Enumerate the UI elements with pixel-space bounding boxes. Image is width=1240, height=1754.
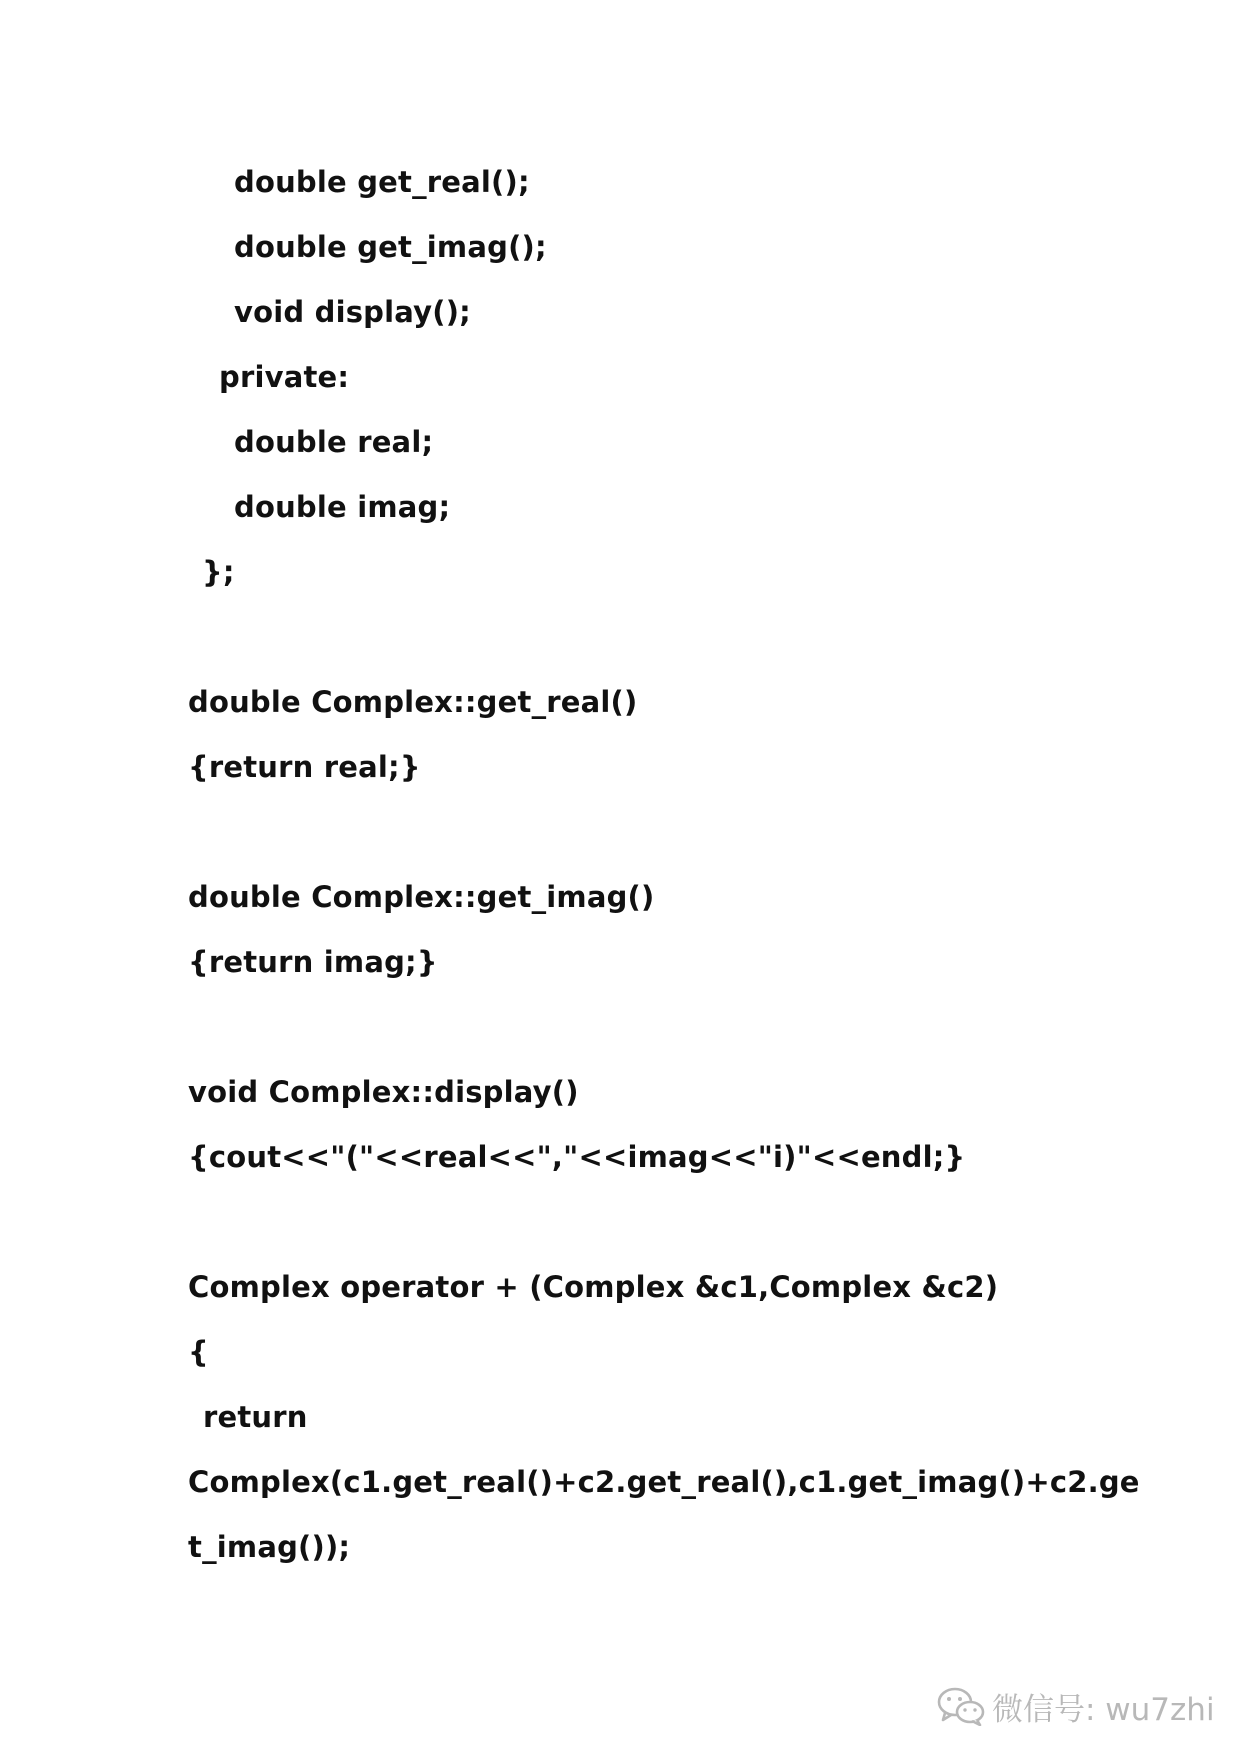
code-line: private:: [219, 360, 350, 394]
code-line: {return real;}: [188, 750, 421, 784]
code-line: {cout<<"("<<real<<","<<imag<<"i)"<<endl;}: [188, 1140, 966, 1174]
code-line: Complex operator + (Complex &c1,Complex &c2): [188, 1270, 999, 1304]
code-line: {return imag;}: [188, 945, 438, 979]
watermark: [936, 1686, 1215, 1726]
code-line: double Complex::get_imag(): [188, 880, 655, 914]
code-line: Complex(c1.get_real()+c2.get_real(),c1.get_imag()+c2.ge: [188, 1465, 1140, 1499]
code-line: double get_imag();: [234, 230, 547, 264]
code-line: };: [202, 555, 235, 589]
code-line: return: [203, 1400, 308, 1434]
watermark-text: 微信号: wu7zhi: [992, 1691, 1215, 1728]
code-line: {: [188, 1335, 209, 1369]
code-line: double get_real();: [234, 165, 530, 199]
code-line: void display();: [234, 295, 471, 329]
code-line: double imag;: [234, 490, 451, 524]
code-line: t_imag());: [188, 1530, 351, 1564]
code-line: void Complex::display(): [188, 1075, 579, 1109]
wechat-icon: [936, 1686, 986, 1726]
code-line: double real;: [234, 425, 434, 459]
code-line: double Complex::get_real(): [188, 685, 638, 719]
